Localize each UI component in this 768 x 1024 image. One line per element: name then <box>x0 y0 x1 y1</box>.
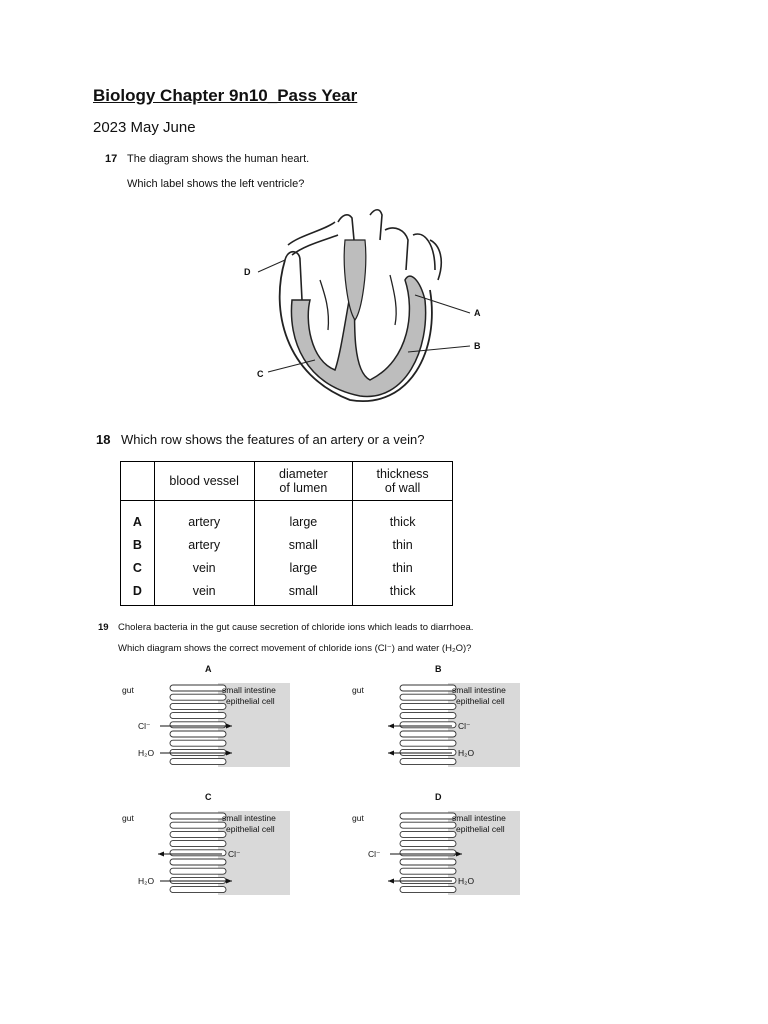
header-thickness: thickness of wall <box>353 462 453 501</box>
q18-table <box>120 461 453 606</box>
villus-fold <box>400 685 456 691</box>
villus-fold <box>400 813 456 819</box>
villus-fold <box>400 722 456 728</box>
villus-fold <box>170 722 226 728</box>
villus-fold <box>170 713 226 719</box>
villus-fold <box>170 703 226 709</box>
cell-diameter: small <box>254 533 353 556</box>
header-blood-vessel: blood vessel <box>154 462 254 501</box>
villus-fold <box>400 759 456 765</box>
heart-label-a: A <box>474 308 481 318</box>
villus-fold <box>170 831 226 837</box>
cell-label-line-1: small intestine <box>222 813 276 823</box>
option-label: C <box>205 792 212 802</box>
cell-label-line-2: epithelial cell <box>456 824 505 834</box>
table-row <box>121 501 453 534</box>
water-label: H₂O <box>138 876 155 886</box>
villus-fold <box>400 877 456 883</box>
q19-number: 19 <box>98 622 109 633</box>
cell-diameter: large <box>254 501 353 534</box>
q19-option-diagram-a <box>110 662 310 772</box>
table-row <box>121 556 453 579</box>
cell-vessel: vein <box>154 556 254 579</box>
villus-fold <box>170 887 226 893</box>
row-label: A <box>121 501 155 534</box>
gut-label: gut <box>352 813 364 823</box>
cell-wall: thin <box>353 533 453 556</box>
q18-stem: Which row shows the features of an artery or a vein? <box>121 432 425 447</box>
villus-fold <box>400 740 456 746</box>
chloride-label: Cl⁻ <box>368 849 381 859</box>
heart-label-b: B <box>474 341 481 351</box>
q19-stem: Cholera bacteria in the gut cause secretion of chloride ions which leads to diarrhoea. <box>118 622 474 633</box>
heart-label-d: D <box>244 267 251 277</box>
villus-fold <box>400 887 456 893</box>
villus-fold <box>170 694 226 700</box>
option-label: B <box>435 664 442 674</box>
villus-fold <box>170 685 226 691</box>
q19-option-diagram-c <box>110 790 310 900</box>
gut-label: gut <box>122 813 134 823</box>
villus-fold <box>170 740 226 746</box>
villus-fold <box>400 850 456 856</box>
chloride-label: Cl⁻ <box>228 849 241 859</box>
cell-vessel: artery <box>154 501 254 534</box>
chloride-label: Cl⁻ <box>138 721 151 731</box>
villus-fold <box>400 841 456 847</box>
cell-diameter: large <box>254 556 353 579</box>
villus-fold <box>170 749 226 755</box>
cell-label-line-2: epithelial cell <box>456 696 505 706</box>
option-label: A <box>205 664 212 674</box>
option-label: D <box>435 792 442 802</box>
cell-wall: thick <box>353 579 453 606</box>
heart-diagram <box>230 200 500 405</box>
cell-wall: thin <box>353 556 453 579</box>
villus-fold <box>170 731 226 737</box>
cell-diameter: small <box>254 579 353 606</box>
villus-fold <box>400 713 456 719</box>
villus-fold <box>400 694 456 700</box>
table-row <box>121 579 453 606</box>
cell-label-line-1: small intestine <box>452 813 506 823</box>
villus-fold <box>400 831 456 837</box>
villus-fold <box>170 850 226 856</box>
villus-fold <box>170 813 226 819</box>
table-row <box>121 533 453 556</box>
gut-label: gut <box>352 685 364 695</box>
villus-fold <box>400 868 456 874</box>
cell-label-line-2: epithelial cell <box>226 696 275 706</box>
heart-label-c: C <box>257 369 264 379</box>
q19-option-diagram-d <box>340 790 540 900</box>
water-label: H₂O <box>138 748 155 758</box>
cell-label-line-1: small intestine <box>222 685 276 695</box>
water-label: H₂O <box>458 748 475 758</box>
water-label: H₂O <box>458 876 475 886</box>
cell-label-line-2: epithelial cell <box>226 824 275 834</box>
chloride-label: Cl⁻ <box>458 721 471 731</box>
villus-fold <box>170 841 226 847</box>
villus-fold <box>170 868 226 874</box>
villus-fold <box>170 822 226 828</box>
q17-question: Which label shows the left ventricle? <box>127 178 305 190</box>
q19-question: Which diagram shows the correct movement of chloride ions (Cl⁻) and water (H₂O)? <box>118 643 472 654</box>
villus-fold <box>170 859 226 865</box>
q17-number: 17 <box>105 153 118 165</box>
cell-wall: thick <box>353 501 453 534</box>
q18-number: 18 <box>96 432 111 447</box>
q17-stem: The diagram shows the human heart. <box>127 153 310 165</box>
row-label: B <box>121 533 155 556</box>
cell-label-line-1: small intestine <box>452 685 506 695</box>
document-subtitle: 2023 May June <box>93 119 196 136</box>
row-label: C <box>121 556 155 579</box>
gut-label: gut <box>122 685 134 695</box>
table-header-row <box>121 462 453 501</box>
villus-fold <box>400 731 456 737</box>
villus-fold <box>170 877 226 883</box>
q19-option-diagram-b <box>340 662 540 772</box>
row-label: D <box>121 579 155 606</box>
cell-vessel: artery <box>154 533 254 556</box>
villus-fold <box>400 749 456 755</box>
header-diameter: diameter of lumen <box>254 462 353 501</box>
villus-fold <box>400 703 456 709</box>
villus-fold <box>170 759 226 765</box>
document-title: Biology Chapter 9n10_Pass Year <box>93 86 358 105</box>
header-blank <box>121 462 155 501</box>
villus-fold <box>400 859 456 865</box>
villus-fold <box>400 822 456 828</box>
cell-vessel: vein <box>154 579 254 606</box>
